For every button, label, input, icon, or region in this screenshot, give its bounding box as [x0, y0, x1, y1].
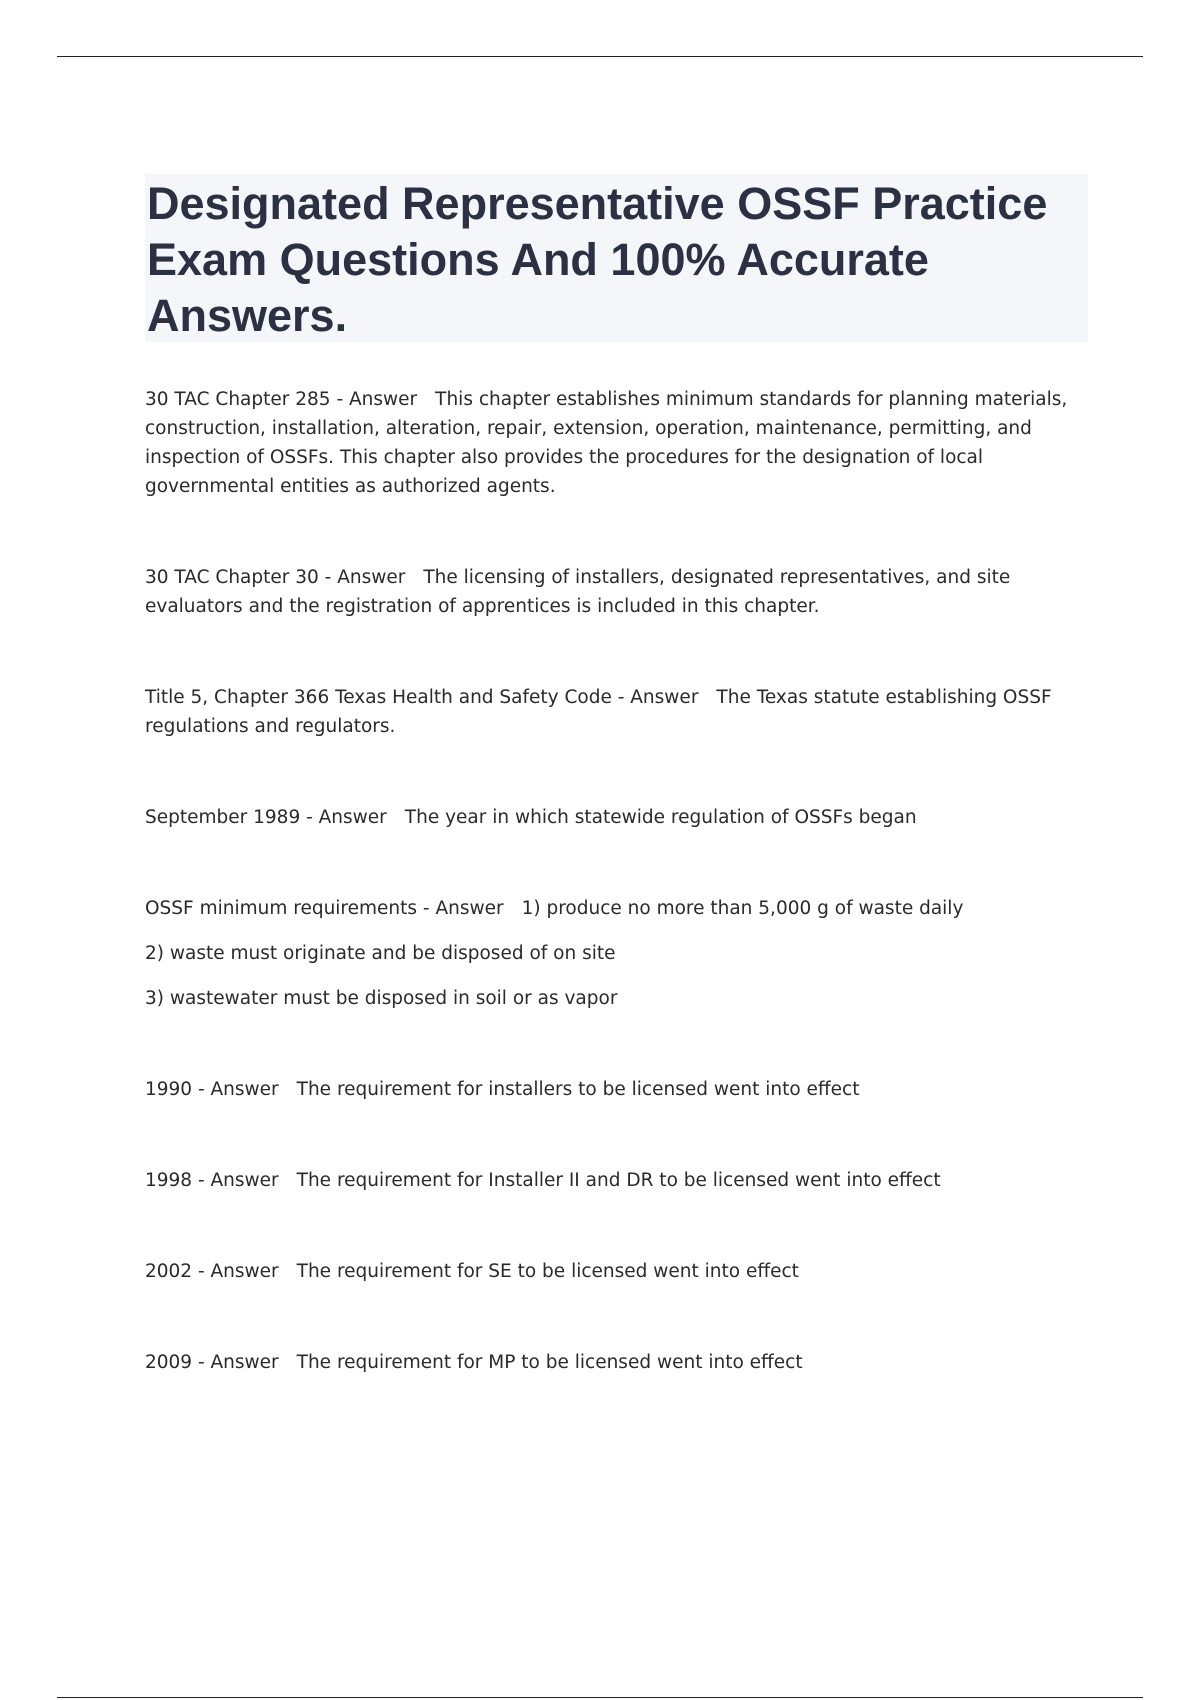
qa-answer: This chapter establishes minimum standards for planning materials, construction, installation, alteration, repair, extension, operation, maintenance, permitting, and inspection of OSSFs. This chapter also provides the procedures for the designation of local governmental entities as authorized agents.: [145, 389, 1068, 497]
qa-answer: The Texas statute establishing OSSF regulations and regulators.: [145, 687, 1052, 737]
qa-line: [145, 803, 1085, 832]
qa-answer: The requirement for Installer II and DR to be licensed went into effect: [296, 1170, 941, 1191]
qa-answer-line: 3) wastewater must be disposed in soil or as vapor: [145, 988, 618, 1009]
qa-entry: [145, 385, 1085, 501]
qa-term: Title 5, Chapter 366 Texas Health and Safety Code - Answer: [145, 687, 699, 708]
qa-answer-line: 2) waste must originate and be disposed of on site: [145, 943, 616, 964]
qa-answer: The requirement for MP to be licensed went into effect: [296, 1352, 803, 1373]
qa-line: [145, 683, 1085, 741]
qa-entry: [145, 1348, 1085, 1377]
qa-line: [145, 1257, 1085, 1286]
qa-line: [145, 894, 1085, 923]
qa-list: [145, 385, 1085, 1439]
qa-term: 2009 - Answer: [145, 1352, 279, 1373]
qa-answer: The year in which statewide regulation of OSSFs began: [404, 807, 917, 828]
qa-term: 1990 - Answer: [145, 1079, 279, 1100]
qa-answer: The licensing of installers, designated representatives, and site evaluators and the registration of apprentices is included in this chapter.: [145, 567, 1011, 617]
page-title: Designated Representative OSSF Practice Exam Questions And 100% Accurate Answers.: [147, 178, 1048, 341]
qa-term: 2002 - Answer: [145, 1261, 279, 1282]
title-banner: [145, 174, 1088, 342]
qa-term: OSSF minimum requirements - Answer: [145, 898, 504, 919]
qa-line: [145, 1348, 1085, 1377]
qa-term: 30 TAC Chapter 285 - Answer: [145, 389, 418, 410]
qa-line: [145, 385, 1085, 501]
qa-answer: The requirement for installers to be licensed went into effect: [296, 1079, 860, 1100]
qa-entry: [145, 683, 1085, 741]
qa-answer: 1) produce no more than 5,000 g of waste daily: [521, 898, 964, 919]
qa-term: September 1989 - Answer: [145, 807, 387, 828]
qa-entry: [145, 803, 1085, 832]
qa-entry: [145, 563, 1085, 621]
qa-entry: [145, 1166, 1085, 1195]
bottom-rule: [57, 1697, 1143, 1698]
qa-line: [145, 1075, 1085, 1104]
qa-term: 1998 - Answer: [145, 1170, 279, 1191]
qa-line: [145, 563, 1085, 621]
qa-line: [145, 1166, 1085, 1195]
qa-term: 30 TAC Chapter 30 - Answer: [145, 567, 406, 588]
qa-answer: The requirement for SE to be licensed went into effect: [296, 1261, 799, 1282]
top-rule: [57, 56, 1143, 57]
qa-entry: [145, 894, 1085, 1013]
qa-entry: [145, 1257, 1085, 1286]
qa-entry: [145, 1075, 1085, 1104]
